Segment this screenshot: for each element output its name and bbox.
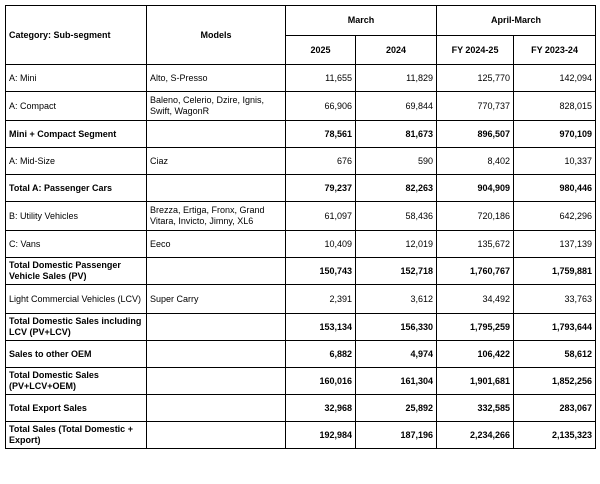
- row-fy2324: 1,852,256: [514, 368, 596, 395]
- row-models: [147, 368, 286, 395]
- table-row: [6, 231, 596, 258]
- row-fy2324: 142,094: [514, 65, 596, 92]
- row-fy2324: 642,296: [514, 202, 596, 231]
- table-row: [6, 65, 596, 92]
- header-fy2425: FY 2024-25: [437, 36, 514, 65]
- row-fy2425: 135,672: [437, 231, 514, 258]
- row-march-2024: 590: [356, 148, 437, 175]
- row-category: Total A: Passenger Cars: [6, 175, 147, 202]
- row-march-2024: 3,612: [356, 285, 437, 314]
- row-march-2025: 66,906: [286, 92, 356, 121]
- row-fy2425: 8,402: [437, 148, 514, 175]
- row-march-2025: 2,391: [286, 285, 356, 314]
- row-march-2025: 6,882: [286, 341, 356, 368]
- row-category: Sales to other OEM: [6, 341, 147, 368]
- table-row: [6, 175, 596, 202]
- header-march: March: [286, 6, 437, 36]
- row-fy2324: 137,139: [514, 231, 596, 258]
- row-models: Ciaz: [147, 148, 286, 175]
- row-fy2425: 1,795,259: [437, 314, 514, 341]
- row-fy2425: 720,186: [437, 202, 514, 231]
- row-march-2024: 69,844: [356, 92, 437, 121]
- row-models: Baleno, Celerio, Dzire, Ignis, Swift, WagonR: [147, 92, 286, 121]
- row-march-2024: 4,974: [356, 341, 437, 368]
- row-march-2025: 192,984: [286, 422, 356, 449]
- row-category: C: Vans: [6, 231, 147, 258]
- row-models: [147, 258, 286, 285]
- row-category: Total Sales (Total Domestic + Export): [6, 422, 147, 449]
- row-models: [147, 314, 286, 341]
- table-row: [6, 314, 596, 341]
- row-models: [147, 341, 286, 368]
- row-models: [147, 121, 286, 148]
- table-row: [6, 368, 596, 395]
- table-row: [6, 121, 596, 148]
- row-fy2324: 970,109: [514, 121, 596, 148]
- header-models: Models: [147, 6, 286, 65]
- row-march-2025: 160,016: [286, 368, 356, 395]
- row-category: Total Domestic Sales (PV+LCV+OEM): [6, 368, 147, 395]
- sales-table: [5, 5, 596, 449]
- row-fy2425: 34,492: [437, 285, 514, 314]
- table-row: [6, 341, 596, 368]
- row-category: B: Utility Vehicles: [6, 202, 147, 231]
- row-category: A: Mini: [6, 65, 147, 92]
- row-march-2025: 10,409: [286, 231, 356, 258]
- row-fy2324: 828,015: [514, 92, 596, 121]
- table-row: [6, 202, 596, 231]
- table-row: [6, 92, 596, 121]
- row-fy2324: 1,793,644: [514, 314, 596, 341]
- row-march-2024: 161,304: [356, 368, 437, 395]
- row-march-2025: 676: [286, 148, 356, 175]
- row-fy2324: 58,612: [514, 341, 596, 368]
- row-march-2025: 11,655: [286, 65, 356, 92]
- row-fy2425: 125,770: [437, 65, 514, 92]
- header-2025: 2025: [286, 36, 356, 65]
- row-march-2025: 78,561: [286, 121, 356, 148]
- row-march-2025: 153,134: [286, 314, 356, 341]
- row-models: Eeco: [147, 231, 286, 258]
- row-march-2024: 25,892: [356, 395, 437, 422]
- header-category: Category: Sub-segment: [6, 6, 147, 65]
- row-march-2024: 12,019: [356, 231, 437, 258]
- row-fy2324: 980,446: [514, 175, 596, 202]
- row-fy2324: 1,759,881: [514, 258, 596, 285]
- row-march-2024: 58,436: [356, 202, 437, 231]
- row-fy2324: 33,763: [514, 285, 596, 314]
- row-march-2025: 32,968: [286, 395, 356, 422]
- row-category: Total Domestic Passenger Vehicle Sales (PV): [6, 258, 147, 285]
- row-fy2324: 10,337: [514, 148, 596, 175]
- row-march-2024: 156,330: [356, 314, 437, 341]
- row-models: [147, 175, 286, 202]
- row-fy2425: 1,760,767: [437, 258, 514, 285]
- row-march-2025: 79,237: [286, 175, 356, 202]
- header-fy2324: FY 2023-24: [514, 36, 596, 65]
- row-march-2025: 61,097: [286, 202, 356, 231]
- row-models: Brezza, Ertiga, Fronx, Grand Vitara, Invicto, Jimny, XL6: [147, 202, 286, 231]
- row-category: A: Compact: [6, 92, 147, 121]
- row-category: Light Commercial Vehicles (LCV): [6, 285, 147, 314]
- row-fy2324: 2,135,323: [514, 422, 596, 449]
- row-category: A: Mid-Size: [6, 148, 147, 175]
- row-fy2425: 896,507: [437, 121, 514, 148]
- row-march-2024: 81,673: [356, 121, 437, 148]
- row-models: [147, 422, 286, 449]
- row-fy2425: 106,422: [437, 341, 514, 368]
- header-april-march: April-March: [437, 6, 596, 36]
- row-fy2425: 332,585: [437, 395, 514, 422]
- table-row: [6, 148, 596, 175]
- table-row: [6, 395, 596, 422]
- header-row-1: [6, 6, 596, 36]
- row-march-2024: 82,263: [356, 175, 437, 202]
- row-models: Alto, S-Presso: [147, 65, 286, 92]
- row-category: Total Domestic Sales including LCV (PV+LCV): [6, 314, 147, 341]
- table-row: [6, 285, 596, 314]
- row-fy2425: 770,737: [437, 92, 514, 121]
- row-march-2024: 187,196: [356, 422, 437, 449]
- table-row: [6, 258, 596, 285]
- row-march-2024: 11,829: [356, 65, 437, 92]
- row-category: Mini + Compact Segment: [6, 121, 147, 148]
- row-models: [147, 395, 286, 422]
- row-fy2425: 1,901,681: [437, 368, 514, 395]
- row-fy2425: 904,909: [437, 175, 514, 202]
- row-march-2025: 150,743: [286, 258, 356, 285]
- row-fy2324: 283,067: [514, 395, 596, 422]
- table-row: [6, 422, 596, 449]
- row-march-2024: 152,718: [356, 258, 437, 285]
- row-fy2425: 2,234,266: [437, 422, 514, 449]
- row-models: Super Carry: [147, 285, 286, 314]
- header-2024: 2024: [356, 36, 437, 65]
- row-category: Total Export Sales: [6, 395, 147, 422]
